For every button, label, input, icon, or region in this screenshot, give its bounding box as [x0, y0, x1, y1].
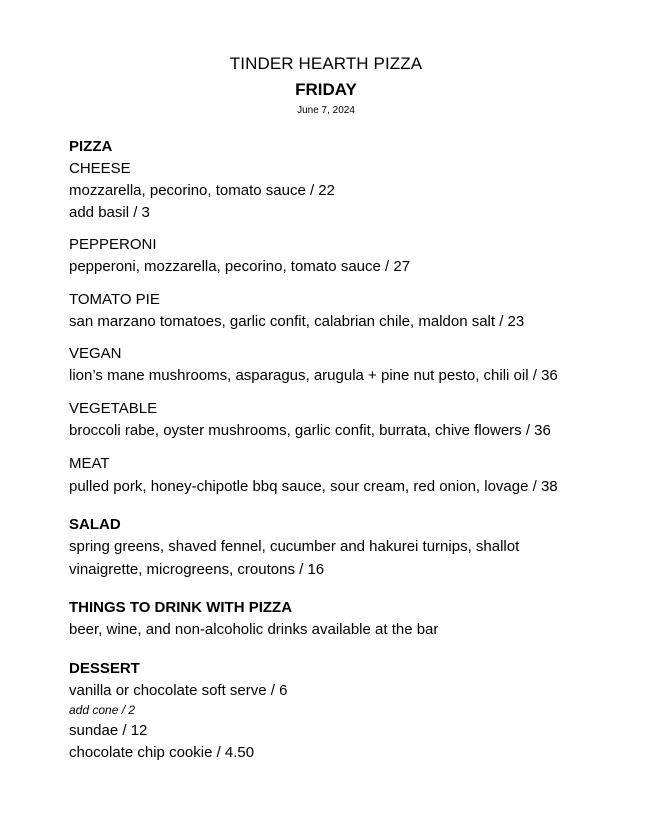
menu-date: June 7, 2024 — [297, 105, 355, 116]
salad-description-line-2: vinaigrette, microgreens, croutons / 16 — [69, 561, 325, 578]
pepperoni-description: pepperoni, mozzarella, pecorino, tomato sauce / 27 — [69, 258, 411, 275]
salad-description-line-1: spring greens, shaved fennel, cucumber and hakurei turnips, shallot — [69, 538, 520, 555]
cookie-item: chocolate chip cookie / 4.50 — [69, 744, 255, 761]
tomato-pie-name: TOMATO PIE — [69, 291, 160, 308]
cheese-name: CHEESE — [69, 160, 131, 177]
drinks-description: beer, wine, and non-alcoholic drinks available at the bar — [69, 621, 439, 638]
vegan-description: lion’s mane mushrooms, asparagus, arugula + pine nut pesto, chili oil / 36 — [69, 367, 558, 384]
pizza-section-title: PIZZA — [69, 138, 113, 155]
cheese-description: mozzarella, pecorino, tomato sauce / 22 — [69, 182, 335, 199]
sundae-item: sundae / 12 — [69, 722, 148, 739]
vegetable-description: broccoli rabe, oyster mushrooms, garlic confit, burrata, chive flowers / 36 — [69, 422, 551, 439]
meat-description: pulled pork, honey-chipotle bbq sauce, sour cream, red onion, lovage / 38 — [69, 478, 558, 495]
cone-addon: add cone / 2 — [69, 703, 136, 717]
menu-day: FRIDAY — [295, 80, 357, 99]
meat-name: MEAT — [69, 455, 110, 472]
drinks-section-title: THINGS TO DRINK WITH PIZZA — [69, 599, 293, 616]
vegan-name: VEGAN — [69, 345, 122, 362]
soft-serve-item: vanilla or chocolate soft serve / 6 — [69, 682, 288, 699]
restaurant-name: TINDER HEARTH PIZZA — [229, 54, 423, 73]
cheese-addon: add basil / 3 — [69, 204, 150, 221]
tomato-pie-description: san marzano tomatoes, garlic confit, calabrian chile, maldon salt / 23 — [69, 313, 525, 330]
pepperoni-name: PEPPERONI — [69, 236, 157, 253]
dessert-section-title: DESSERT — [69, 660, 140, 677]
salad-section-title: SALAD — [69, 516, 121, 533]
vegetable-name: VEGETABLE — [69, 400, 158, 417]
